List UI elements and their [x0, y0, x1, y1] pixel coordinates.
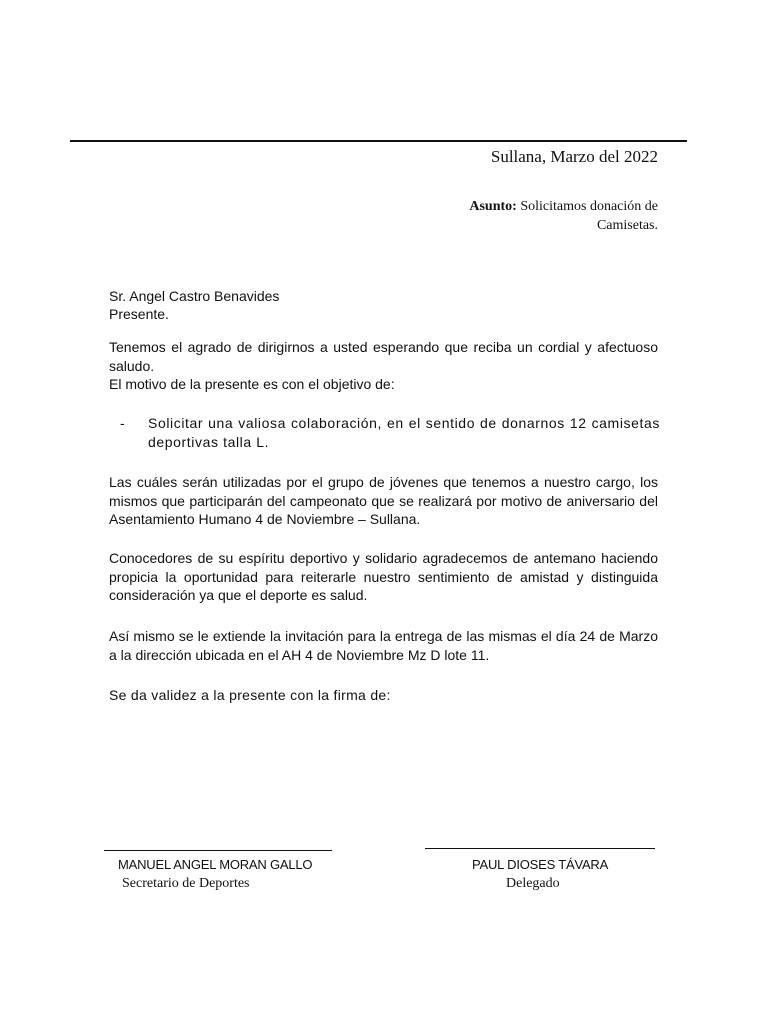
recipient-name: Sr. Angel Castro Benavides — [109, 288, 280, 304]
usage-paragraph: Las cuáles serán utilizadas por el grupo de jóvenes que tenemos a nuestro cargo, los mismos que participarán del campeonato que se realizará por motivo de aniversario del Asentamiento Humano 4 de Noviembre – Sullana. — [109, 474, 658, 527]
closing-line: Se da validez a la presente con la firma de: — [109, 687, 391, 703]
bullet-text: Solicitar una valiosa colaboración, en el sentido de donarnos 12 camisetas deportivas talla L. — [148, 415, 660, 450]
subject-block — [398, 197, 658, 235]
date-line: Sullana, Marzo del 2022 — [490, 147, 658, 166]
thanks-paragraph: Conocedores de su espíritu deportivo y solidario agradecemos de antemano haciendo propicia la oportunidad para reiterarle nuestro sentimiento de amistad y distinguida consideración ya que el deporte es salud. — [109, 550, 658, 603]
subject-label: Asunto: — [469, 199, 517, 214]
left-signer-name: MANUEL ANGEL MORAN GALLO — [118, 857, 313, 872]
recipient-block — [109, 287, 279, 323]
recipient-presente: Presente. — [109, 306, 169, 322]
motive-line: El motivo de la presente es con el objetivo de: — [109, 376, 395, 392]
bullet-dash: - — [120, 415, 126, 431]
left-signature-line — [104, 850, 332, 851]
right-signer-name: PAUL DIOSES TÁVARA — [472, 857, 609, 872]
greeting-paragraph: Tenemos el agrado de dirigirnos a usted esperando que reciba un cordial y afectuoso saludo. — [109, 339, 658, 374]
header-rule — [70, 140, 687, 142]
right-signer-role: Delegado — [506, 876, 560, 891]
invitation-paragraph: Así mismo se le extiende la invitación para la entrega de las mismas el día 24 de Marzo a la dirección ubicada en el AH 4 de Noviembre Mz D lote 11. — [109, 628, 658, 663]
right-signature-line — [425, 848, 655, 849]
left-signer-role: Secretario de Deportes — [122, 876, 250, 891]
subject-text-line-2: Camisetas. — [596, 218, 658, 233]
subject-text-line-1: Solicitamos donación de — [520, 199, 658, 214]
